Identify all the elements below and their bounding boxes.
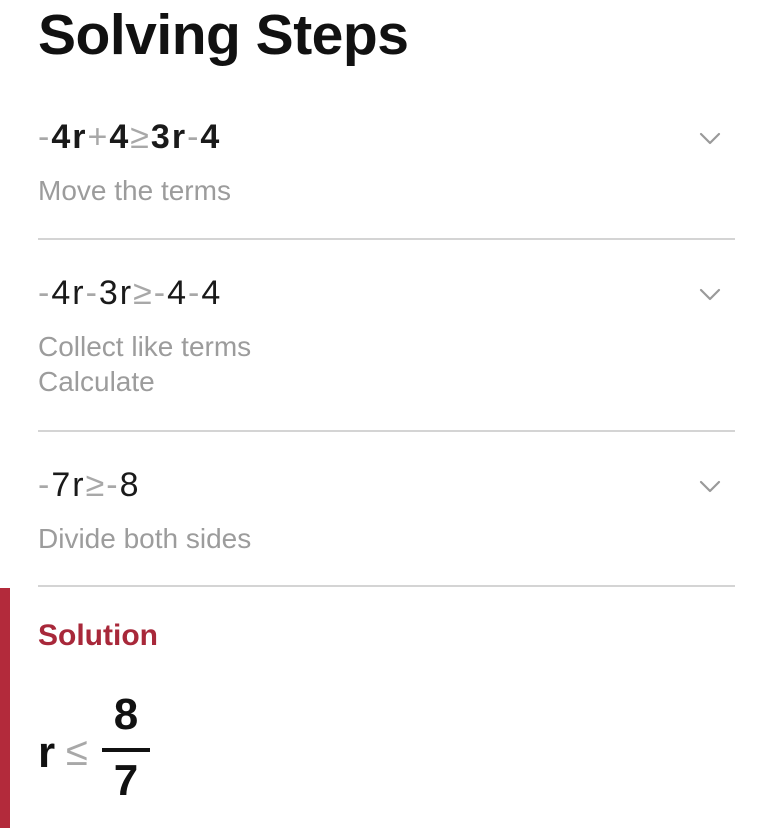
solution-label: Solution	[38, 619, 158, 652]
equation-term: 7r	[51, 466, 86, 504]
equation-term: 3r	[150, 118, 188, 156]
equation-operator: -	[38, 466, 52, 504]
step-2-note-1: Collect like terms	[38, 331, 252, 362]
equation-operator: -	[85, 274, 99, 312]
equation-operator: ≥	[133, 274, 154, 312]
step-1[interactable]	[38, 117, 735, 208]
equation-operator: -	[38, 118, 52, 156]
equation-term: 4	[167, 274, 189, 312]
step-divider	[38, 430, 735, 432]
fraction-bar	[102, 748, 150, 752]
page-title: Solving Steps	[38, 3, 409, 67]
step-3-equation	[38, 465, 735, 505]
equation-term: 4r	[51, 118, 88, 156]
equation-operator: -	[153, 274, 168, 312]
equation-term: 4	[109, 118, 131, 156]
equation-operator: -	[188, 274, 202, 312]
equation-term: 4	[200, 118, 222, 156]
step-2[interactable]	[38, 273, 735, 399]
equation-operator: +	[87, 118, 110, 156]
equation-term: 3r	[98, 274, 134, 312]
solution-accent-bar	[0, 588, 10, 828]
step-2-note-2: Calculate	[38, 366, 155, 397]
step-3-note: Divide both sides	[38, 523, 252, 554]
equation-term: 4	[201, 274, 223, 312]
equation-term: 8	[119, 466, 141, 504]
equation-operator: -	[38, 274, 52, 312]
equation-operator: ≥	[130, 118, 151, 156]
fraction-denominator: 7	[113, 756, 139, 805]
chevron-down-icon[interactable]	[699, 475, 721, 497]
step-divider	[38, 585, 735, 587]
step-1-equation	[38, 117, 735, 157]
equation-term: 4r	[51, 274, 86, 312]
equation-operator: -	[106, 466, 120, 504]
chevron-down-icon[interactable]	[699, 127, 721, 149]
equation-operator: -	[187, 118, 201, 156]
step-3[interactable]	[38, 465, 735, 556]
fraction-numerator: 8	[113, 690, 139, 739]
solution-relation: ≤	[66, 730, 88, 774]
equation-operator: ≥	[85, 466, 107, 504]
solution-variable: r	[38, 728, 56, 777]
chevron-down-icon[interactable]	[699, 283, 721, 305]
step-2-equation	[38, 273, 735, 313]
step-1-note: Move the terms	[38, 175, 231, 206]
solution-fraction	[102, 690, 150, 806]
step-divider	[38, 238, 735, 240]
